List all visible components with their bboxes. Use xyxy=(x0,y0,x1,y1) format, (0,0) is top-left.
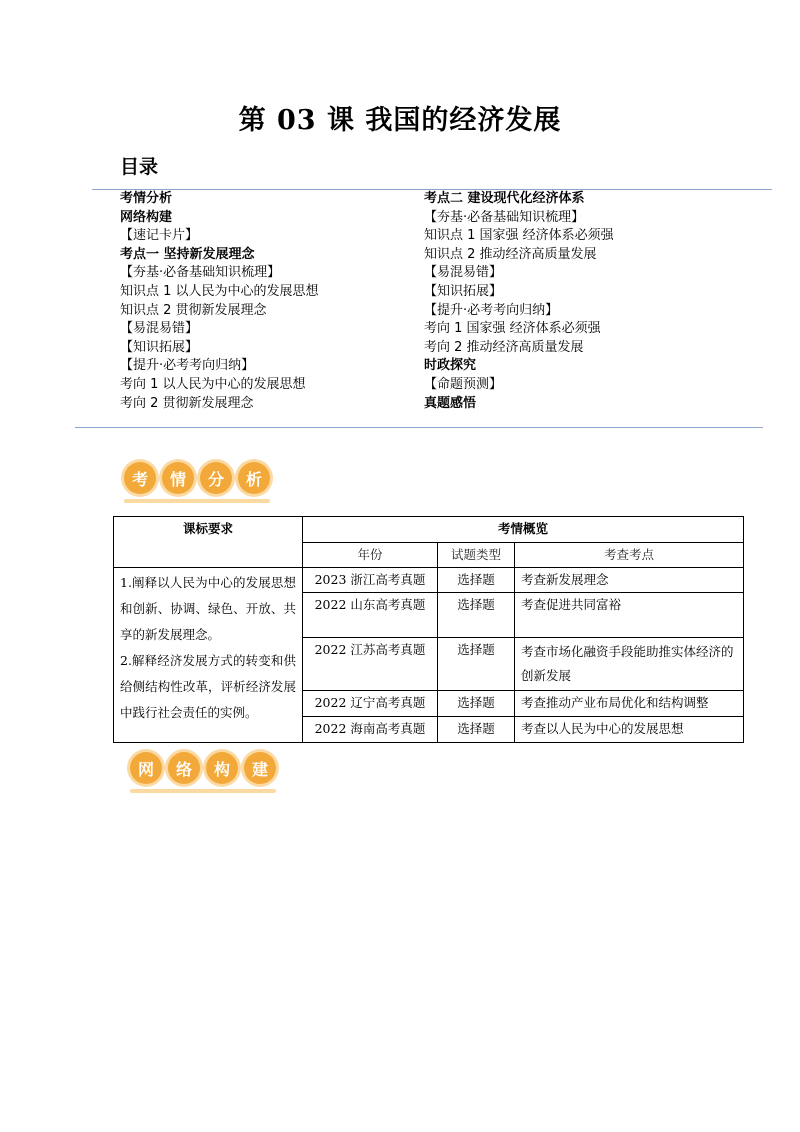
toc-item[interactable]: 知识点 2 贯彻新发展理念 xyxy=(120,302,267,318)
page-title: 第 03 课 我国的经济发展 xyxy=(238,105,562,136)
toc-item[interactable]: 考向 1 以人民为中心的发展思想 xyxy=(120,376,306,392)
toc-item[interactable]: 考点一 坚持新发展理念 xyxy=(120,246,255,262)
type-cell: 选择题 xyxy=(438,691,515,717)
toc-item[interactable]: 【夯基·必备基础知识梳理】 xyxy=(424,209,585,225)
table-header-row xyxy=(114,517,744,543)
type-cell: 选择题 xyxy=(438,568,515,593)
section-badge-analysis xyxy=(124,462,270,494)
year-header: 年份 xyxy=(303,542,438,568)
toc-item[interactable]: 知识点 1 国家强 经济体系必须强 xyxy=(424,228,614,244)
point-cell: 考查促进共同富裕 xyxy=(515,593,744,638)
toc-item[interactable]: 考点二 建设现代化经济体系 xyxy=(424,191,585,206)
toc-item[interactable]: 考向 2 推动经济高质量发展 xyxy=(424,339,584,355)
point-cell: 考查新发展理念 xyxy=(515,568,744,593)
toc-bottom-rule xyxy=(75,427,763,428)
badge-char: 建 xyxy=(244,752,276,784)
toc-heading: 目录 xyxy=(120,156,159,178)
toc-right-column xyxy=(424,190,614,413)
badge-underline xyxy=(124,499,270,503)
exam-table xyxy=(113,516,744,743)
requirements-header: 课标要求 xyxy=(114,517,303,568)
point-cell: 考查以人民为中心的发展思想 xyxy=(515,717,744,743)
toc-item[interactable]: 【易混易错】 xyxy=(120,321,199,337)
year-cell: 2022 海南高考真题 xyxy=(303,717,438,743)
badge-char: 分 xyxy=(200,462,232,494)
type-header: 试题类型 xyxy=(438,542,515,568)
badge-char: 情 xyxy=(162,462,194,494)
toc-item[interactable]: 【命题预测】 xyxy=(424,376,503,392)
section-badge-network xyxy=(130,752,276,784)
point-cell: 考查市场化融资手段能助推实体经济的创新发展 xyxy=(515,638,744,691)
badge-char: 析 xyxy=(238,462,270,494)
toc-item[interactable]: 知识点 1 以人民为中心的发展思想 xyxy=(120,283,319,299)
type-cell: 选择题 xyxy=(438,717,515,743)
year-cell: 2023 浙江高考真题 xyxy=(303,568,438,593)
badge-underline xyxy=(130,789,276,793)
toc-item[interactable]: 【提升·必考考向归纳】 xyxy=(120,358,255,374)
toc-item[interactable]: 考向 1 国家强 经济体系必须强 xyxy=(424,321,601,337)
point-header: 考查考点 xyxy=(515,542,744,568)
toc-item[interactable]: 【知识拓展】 xyxy=(120,339,199,355)
badge-char: 考 xyxy=(124,462,156,494)
toc-item[interactable]: 【夯基·必备基础知识梳理】 xyxy=(120,265,281,281)
requirement-item: 1.阐释以人民为中心的发展思想和创新、协调、绿色、开放、共享的新发展理念。 xyxy=(120,575,296,642)
toc-item[interactable]: 真题感悟 xyxy=(424,395,477,411)
type-cell: 选择题 xyxy=(438,638,515,691)
toc-item[interactable]: 考情分析 xyxy=(120,191,173,206)
badge-char: 网 xyxy=(130,752,162,784)
badge-char: 构 xyxy=(206,752,238,784)
year-cell: 2022 山东高考真题 xyxy=(303,593,438,638)
toc-item[interactable]: 【易混易错】 xyxy=(424,265,503,281)
year-cell: 2022 辽宁高考真题 xyxy=(303,691,438,717)
toc-item[interactable]: 知识点 2 推动经济高质量发展 xyxy=(424,246,597,262)
badge-char: 络 xyxy=(168,752,200,784)
toc-left-column xyxy=(120,190,319,413)
overview-header: 考情概览 xyxy=(303,517,744,543)
point-cell: 考查推动产业布局优化和结构调整 xyxy=(515,691,744,717)
toc-item[interactable]: 【速记卡片】 xyxy=(120,228,199,244)
year-cell: 2022 江苏高考真题 xyxy=(303,638,438,691)
requirements-cell xyxy=(114,568,303,743)
type-cell: 选择题 xyxy=(438,593,515,638)
toc-item[interactable]: 时政探究 xyxy=(424,358,477,374)
toc-item[interactable]: 【知识拓展】 xyxy=(424,283,503,299)
requirement-item: 2.解释经济发展方式的转变和供给侧结构性改革，评析经济发展中践行社会责任的实例。 xyxy=(120,653,296,720)
toc-item[interactable]: 网络构建 xyxy=(120,209,173,225)
toc-item[interactable]: 考向 2 贯彻新发展理念 xyxy=(120,395,254,411)
toc-item[interactable]: 【提升·必考考向归纳】 xyxy=(424,302,559,318)
table-row xyxy=(114,568,744,593)
